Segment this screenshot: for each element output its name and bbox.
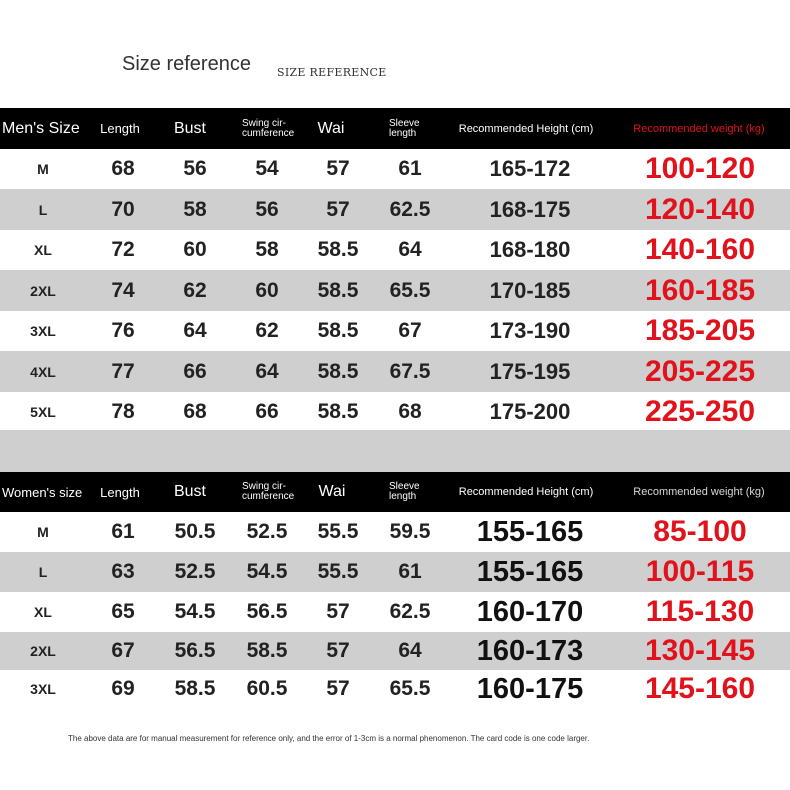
cell-size: M (37, 524, 49, 540)
cell-height: 160-175 (476, 672, 584, 705)
cell-bust: 60 (183, 238, 207, 261)
section-divider (0, 430, 790, 472)
table-row (0, 351, 790, 392)
cell-sleeve: 64 (398, 238, 422, 261)
womens-header-sleeve (380, 472, 439, 512)
table-row (0, 592, 790, 632)
cell-bust: 62 (183, 278, 207, 302)
mens-header-sleeve-line1: Sleeve (389, 117, 420, 129)
cell-weight: 160-185 (644, 273, 756, 307)
womens-header-swing-line2: cumference (242, 491, 295, 502)
table-row (0, 189, 790, 230)
womens-header-sleeve-line1: Sleeve (389, 481, 420, 492)
mens-header-swing-line2: cumference (242, 127, 295, 139)
table-row (0, 230, 790, 270)
mens-header-waist: Wai (317, 119, 345, 137)
cell-waist: 57 (326, 677, 350, 700)
womens-header-sleeve-line2: length (389, 491, 417, 502)
mens-header-sleeve (380, 108, 439, 149)
cell-waist: 57 (326, 600, 350, 623)
cell-bust: 50.5 (174, 520, 216, 543)
womens-header-waist: Wai (318, 483, 346, 500)
cell-bust: 56.5 (174, 639, 216, 662)
cell-swing: 52.5 (246, 520, 288, 543)
cell-weight: 100-115 (645, 555, 755, 588)
cell-sleeve: 65.5 (389, 677, 431, 700)
cell-weight: 140-160 (644, 233, 756, 266)
cell-size: M (37, 161, 49, 177)
table-row (0, 311, 790, 351)
table-row (0, 552, 790, 592)
cell-size: 5XL (30, 403, 56, 420)
cell-waist: 58.5 (317, 399, 359, 423)
cell-sleeve: 65.5 (389, 278, 431, 302)
cell-height: 165-172 (489, 156, 571, 181)
cell-height: 168-175 (489, 196, 571, 222)
title-size-reference: Size reference (122, 53, 251, 75)
cell-weight: 145-160 (644, 672, 756, 705)
cell-swing: 66 (255, 399, 279, 423)
cell-size: 3XL (30, 323, 56, 339)
womens-header-swing-line1: Swing cir- (242, 481, 286, 492)
cell-swing: 58 (255, 238, 279, 261)
womens-header-length: Length (100, 484, 140, 500)
womens-header-label: Women's size (2, 484, 83, 500)
table-row (0, 149, 790, 189)
cell-weight: 205-225 (644, 354, 756, 388)
cell-length: 77 (111, 359, 135, 383)
cell-weight: 225-250 (644, 394, 756, 428)
cell-swing: 60.5 (246, 677, 288, 700)
cell-waist: 58.5 (317, 238, 359, 261)
cell-sleeve: 61 (398, 157, 422, 180)
cell-height: 155-165 (476, 555, 584, 588)
cell-bust: 64 (183, 319, 207, 342)
cell-weight: 130-145 (644, 634, 756, 667)
cell-height: 168-180 (489, 237, 571, 262)
cell-waist: 58.5 (317, 278, 359, 302)
cell-size: 2XL (30, 643, 56, 659)
cell-bust: 56 (183, 157, 207, 180)
cell-height: 170-185 (489, 277, 571, 303)
cell-swing: 62 (255, 319, 279, 342)
mens-header-sleeve-line2: length (389, 127, 417, 139)
mens-header-label: Men's Size (2, 119, 80, 137)
cell-length: 78 (111, 399, 135, 423)
cell-waist: 57 (326, 639, 350, 662)
cell-swing: 54 (255, 157, 279, 180)
cell-swing: 60 (255, 278, 279, 302)
cell-length: 72 (111, 238, 135, 261)
cell-waist: 58.5 (317, 359, 359, 383)
table-row (0, 392, 790, 431)
cell-size: XL (34, 242, 52, 258)
mens-header-row (0, 108, 790, 149)
cell-weight: 120-140 (644, 192, 756, 226)
womens-header-row (0, 472, 790, 512)
cell-length: 67 (111, 639, 135, 662)
cell-sleeve: 62.5 (389, 600, 431, 623)
cell-sleeve: 68 (398, 399, 422, 423)
cell-bust: 68 (183, 399, 207, 423)
cell-size: 3XL (30, 681, 56, 697)
cell-size: XL (34, 604, 52, 620)
cell-size: 4XL (30, 363, 56, 380)
mens-header-height: Recommended Height (cm) (458, 122, 594, 135)
table-row (0, 632, 790, 670)
cell-sleeve: 64 (398, 639, 422, 662)
cell-length: 74 (111, 278, 135, 302)
cell-bust: 58 (183, 197, 207, 221)
cell-height: 175-195 (489, 358, 571, 384)
table-row (0, 512, 790, 552)
cell-waist: 58.5 (317, 319, 359, 342)
cell-swing: 56.5 (246, 600, 288, 623)
cell-height: 160-170 (476, 595, 584, 628)
cell-height: 160-173 (476, 634, 584, 667)
cell-length: 65 (111, 600, 135, 623)
cell-waist: 57 (326, 157, 350, 180)
womens-header-swing (234, 472, 312, 512)
cell-waist: 55.5 (317, 520, 359, 543)
cell-swing: 56 (255, 197, 279, 221)
cell-length: 69 (111, 677, 135, 700)
cell-swing: 64 (255, 359, 279, 383)
cell-height: 173-190 (489, 318, 571, 343)
cell-waist: 55.5 (317, 560, 359, 583)
cell-height: 175-200 (489, 398, 571, 424)
cell-waist: 57 (326, 197, 350, 221)
cell-sleeve: 67.5 (389, 359, 431, 383)
mens-header-weight: Recommended weight (kg) (633, 122, 765, 135)
cell-size: L (38, 564, 48, 580)
mens-header-length: Length (100, 121, 140, 136)
cell-bust: 52.5 (174, 560, 216, 583)
cell-height: 155-165 (476, 515, 584, 548)
cell-length: 63 (111, 560, 135, 583)
cell-sleeve: 59.5 (389, 520, 431, 543)
womens-header-weight: Recommended weight (kg) (633, 486, 765, 498)
womens-header-height: Recommended Height (cm) (458, 486, 594, 498)
table-row (0, 670, 790, 708)
cell-size: 2XL (30, 282, 56, 299)
cell-sleeve: 62.5 (389, 197, 431, 221)
cell-weight: 85-100 (653, 515, 747, 548)
cell-size: L (38, 201, 48, 218)
cell-bust: 54.5 (174, 600, 216, 623)
cell-sleeve: 67 (398, 319, 422, 342)
cell-swing: 58.5 (246, 639, 288, 662)
cell-length: 68 (111, 157, 135, 180)
womens-header-bust: Bust (173, 483, 206, 500)
cell-weight: 185-205 (644, 314, 756, 347)
table-row (0, 270, 790, 311)
cell-length: 70 (111, 197, 135, 221)
cell-swing: 54.5 (246, 560, 288, 583)
cell-bust: 58.5 (174, 677, 216, 700)
cell-sleeve: 61 (398, 560, 422, 583)
measurement-note: The above data are for manual measurement for reference only, and the error of 1-3cm is a normal phenomenon. The card code is one code larger. (68, 734, 590, 743)
cell-weight: 100-120 (644, 152, 756, 185)
cell-weight: 115-130 (645, 595, 755, 628)
cell-bust: 66 (183, 359, 207, 383)
mens-header-swing-line1: Swing cir- (242, 117, 286, 129)
cell-length: 76 (111, 319, 135, 342)
cell-length: 61 (111, 520, 135, 543)
subtitle-size-reference: SIZE REFERENCE (277, 66, 387, 79)
mens-header-bust: Bust (173, 119, 206, 137)
mens-header-swing (234, 108, 312, 149)
